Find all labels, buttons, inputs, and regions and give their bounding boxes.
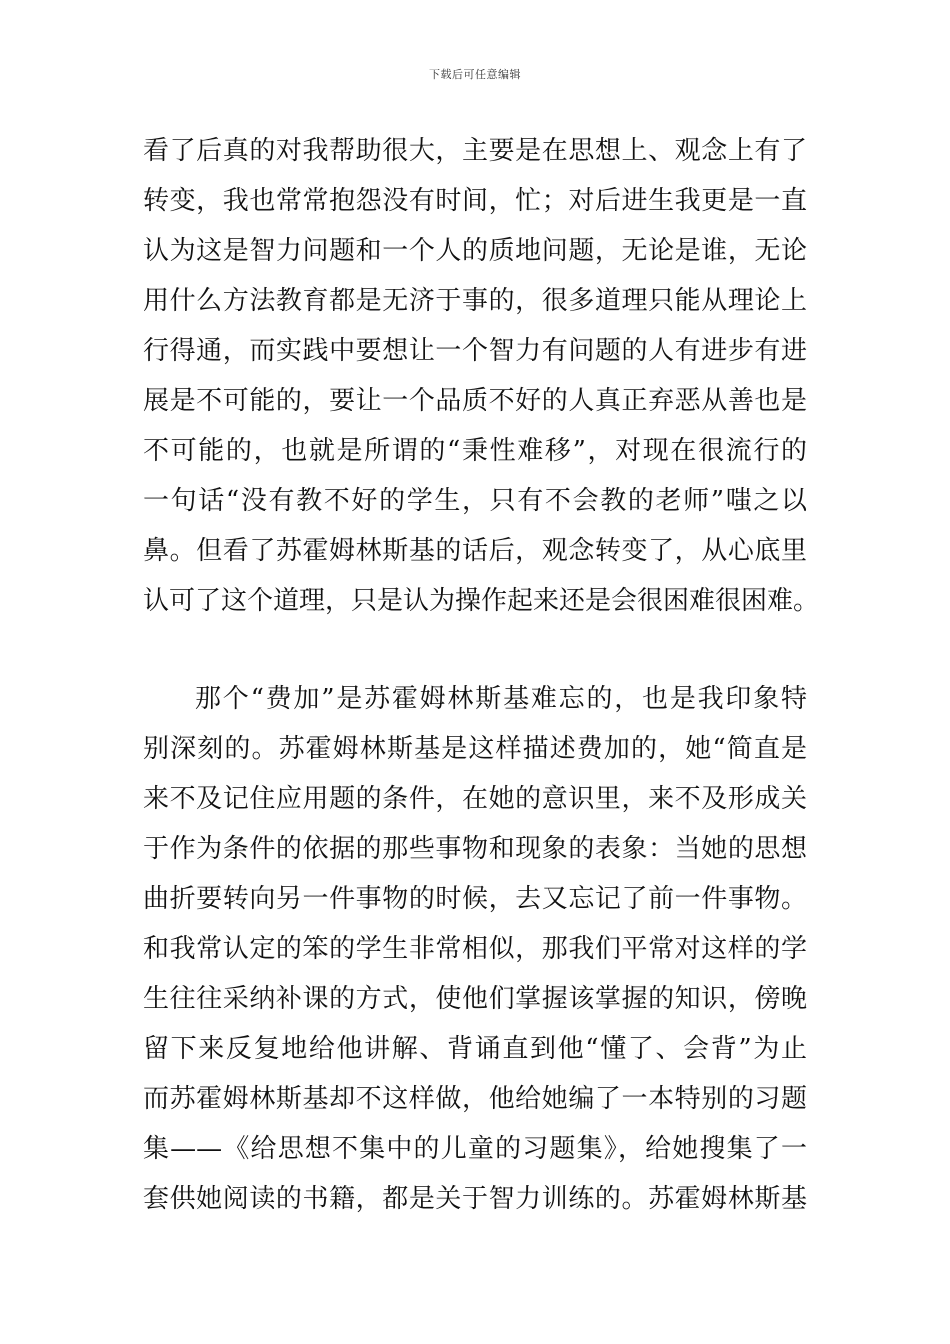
paragraph-line: 于作为条件的依据的那些事物和现象的表象：当她的思想 bbox=[143, 834, 807, 864]
paragraph-line: 看了后真的对我帮助很大，主要是在思想上、观念上有了 bbox=[143, 136, 807, 166]
paragraph-line: 认为这是智力问题和一个人的质地问题，无论是谁，无论 bbox=[143, 236, 807, 266]
paragraph-line: 来不及记住应用题的条件，在她的意识里，来不及形成关 bbox=[143, 784, 807, 814]
paragraph-line: 不可能的，也就是所谓的“秉性难移”，对现在很流行的 bbox=[143, 436, 807, 466]
paragraph-line: 一句话“没有教不好的学生，只有不会教的老师”嗤之以 bbox=[143, 486, 807, 516]
paragraph-line: 生往往采纳补课的方式，使他们掌握该掌握的知识，傍晚 bbox=[143, 984, 807, 1014]
paragraph-line: 留下来反复地给他讲解、背诵直到他“懂了、会背”为止 bbox=[143, 1034, 807, 1064]
paragraph-line: 别深刻的。苏霍姆林斯基是这样描述费加的，她“简直是 bbox=[143, 734, 807, 764]
paragraph-line: 集——《给思想不集中的儿童的习题集》，给她搜集了一 bbox=[143, 1134, 807, 1164]
paragraph-line: 和我常认定的笨的学生非常相似，那我们平常对这样的学 bbox=[143, 934, 807, 964]
paragraph-1 bbox=[143, 126, 820, 626]
paragraph-line: 而苏霍姆林斯基却不这样做，他给她编了一本特别的习题 bbox=[143, 1084, 807, 1114]
page-header-note: 下载后可任意编辑 bbox=[429, 68, 521, 81]
paragraph-line: 展是不可能的，要让一个品质不好的人真正弃恶从善也是 bbox=[143, 386, 807, 416]
paragraph-2 bbox=[143, 674, 807, 1224]
paragraph-line: 转变，我也常常抱怨没有时间，忙；对后进生我更是一直 bbox=[143, 186, 807, 216]
paragraph-line: 鼻。但看了苏霍姆林斯基的话后，观念转变了，从心底里 bbox=[143, 536, 807, 566]
paragraph-line: 认可了这个道理，只是认为操作起来还是会很困难很困难。 bbox=[143, 586, 820, 616]
paragraph-line: 行得通，而实践中要想让一个智力有问题的人有进步有进 bbox=[143, 336, 807, 366]
paragraph-line: 用什么方法教育都是无济于事的，很多道理只能从理论上 bbox=[143, 286, 807, 316]
paragraph-line: 那个“费加”是苏霍姆林斯基难忘的，也是我印象特 bbox=[195, 684, 807, 714]
paragraph-line: 套供她阅读的书籍，都是关于智力训练的。苏霍姆林斯基 bbox=[143, 1184, 807, 1214]
paragraph-line: 曲折要转向另一件事物的时候，去又忘记了前一件事物。 bbox=[143, 884, 807, 914]
